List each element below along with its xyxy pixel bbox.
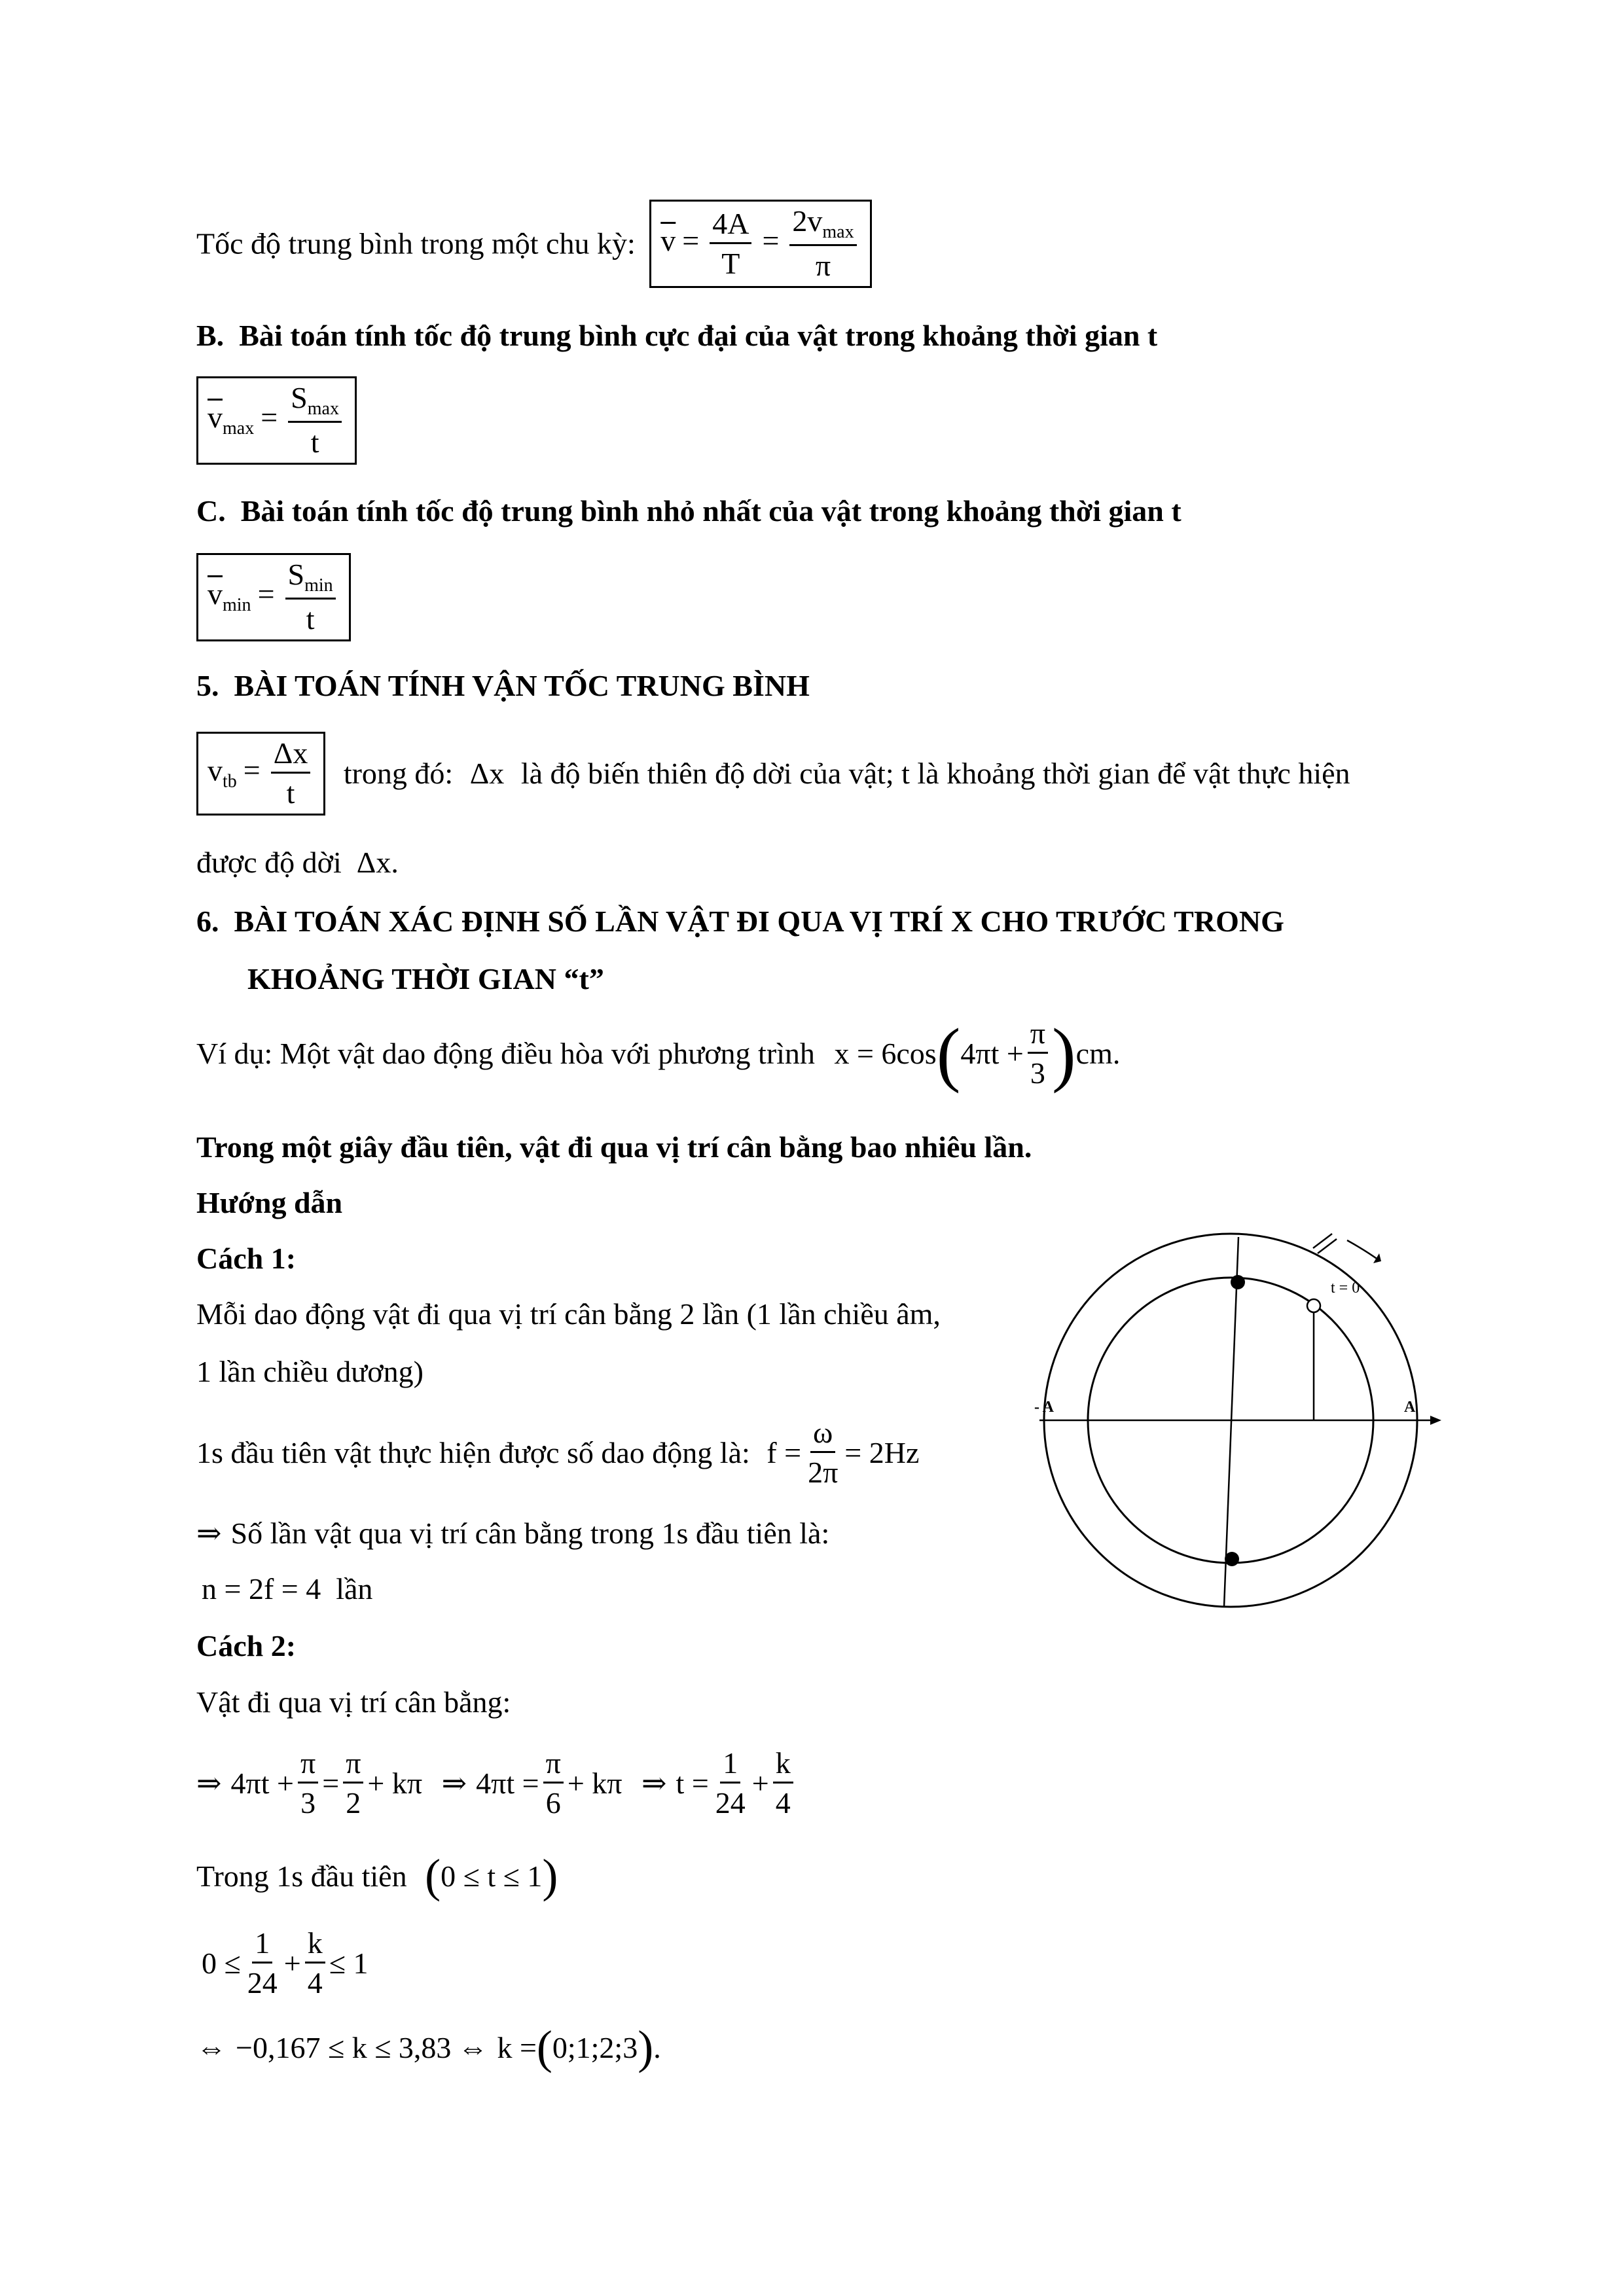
implies-icon: ⇒ (641, 1766, 667, 1800)
vertical-line (1224, 1237, 1238, 1607)
method-2-heading: Cách 2: (196, 1629, 297, 1662)
tick-mark-2 (1318, 1239, 1337, 1253)
heading-6: 6. BÀI TOÁN XÁC ĐỊNH SỐ LẦN VẬT ĐI QUA VỊ TRÍ X CHO TRƯỚC TRONG (196, 905, 1284, 938)
initial-point (1307, 1299, 1320, 1312)
guide-heading: Hướng dẫn (196, 1186, 343, 1219)
formula-vtb-continued: được độ dời Δx. (196, 846, 399, 879)
method-2-result: ⇔ −0,167 ≤ k ≤ 3,83 ⇔ k =(0;1;2;3). (196, 2021, 661, 2073)
method-1-p2: 1 lần chiều dương) (196, 1355, 424, 1388)
formula-vmin: $\overline{v}_{min}$ = $\frac{S_{min}}{t}$ (196, 553, 351, 641)
avg-speed-period-formula: $\overline{v}$ = $\frac{4A}{T}$ = $\frac{2v_{max}}{\pi}$ (649, 200, 871, 288)
formula-vtb-line: $v_{tb}$ = $\frac{\Delta x}{t}$ trong đó: Δx là độ biến thiên độ dời của vật; t là khoảng thời gian để vật thực hiện (196, 732, 1350, 816)
formula-vmax: $\overline{v}_{max}$ = $\frac{S_{max}}{t}$ (196, 376, 357, 465)
method-2-inequality: 0 ≤ $\frac{1}{24}$ + $\frac{k}{4}$ ≤ 1 (202, 1926, 369, 2000)
equivalent-icon: ⇔ (458, 2030, 488, 2064)
method-1-p3: 1s đầu tiên vật thực hiện được số dao động là: f = $\frac{\omega}{2\pi}$ = 2Hz (196, 1416, 920, 1490)
implies-icon: ⇒ (196, 1516, 222, 1550)
implies-icon: ⇒ (196, 1766, 222, 1800)
heading-6-line2: KHOẢNG THỜI GIAN “t” (247, 962, 604, 996)
implies-icon: ⇒ (441, 1766, 467, 1800)
equivalent-icon: ⇔ (196, 2030, 226, 2064)
heading-b: B. Bài toán tính tốc độ trung bình cực đại của vật trong khoảng thời gian t (196, 319, 1158, 352)
rotation-arrow-icon (1373, 1253, 1381, 1263)
method-1-p5: n = 2f = 4 lần (202, 1572, 373, 1605)
avg-speed-period-text: Tốc độ trung bình trong một chu kỳ: (196, 226, 636, 260)
bottom-point (1225, 1552, 1239, 1566)
label-t0: t = 0 (1331, 1280, 1360, 1297)
label-a: A (1404, 1399, 1416, 1416)
method-2-p2: Trong 1s đầu tiên (0 ≤ t ≤ 1) (196, 1850, 558, 1902)
avg-speed-period-line (196, 200, 872, 288)
heading-5: 5. BÀI TOÁN TÍNH VẬN TỐC TRUNG BÌNH (196, 669, 810, 702)
question: Trong một giây đầu tiên, vật đi qua vị trí cân bằng bao nhiêu lần. (196, 1130, 1032, 1164)
method-2-p1: Vật đi qua vị trí cân bằng: (196, 1685, 511, 1719)
method-1-p1: Mỗi dao động vật đi qua vị trí cân bằng 2 lần (1 lần chiều âm, (196, 1297, 941, 1331)
top-point (1231, 1275, 1245, 1289)
tick-mark-1 (1313, 1234, 1332, 1248)
example-line: Ví dụ: Một vật dao động điều hòa với phương trình x = 6cos(4πt + $\frac{\pi}{3}$ )cm. (196, 1013, 1121, 1094)
rotation-arrow (1347, 1240, 1379, 1260)
label-minus-a: - A (1034, 1399, 1054, 1416)
method-2-equation: ⇒ 4πt + $\frac{\pi}{3}$ = $\frac{\pi}{2}$ + kπ ⇒ 4πt = $\frac{\pi}{6}$ + kπ ⇒ t = $\frac{1}{24}$ + $\frac{k}{4}$ (196, 1748, 797, 1820)
phase-circle-diagram (1034, 1221, 1453, 1613)
method-1-p4: ⇒ Số lần vật qua vị trí cân bằng trong 1s đầu tiên là: (196, 1516, 830, 1550)
method-1-heading: Cách 1: (196, 1242, 297, 1275)
formula-vtb: $v_{tb}$ = $\frac{\Delta x}{t}$ (196, 732, 325, 816)
x-axis-arrow-icon (1430, 1416, 1441, 1425)
heading-c: C. Bài toán tính tốc độ trung bình nhỏ nhất của vật trong khoảng thời gian t (196, 494, 1182, 528)
